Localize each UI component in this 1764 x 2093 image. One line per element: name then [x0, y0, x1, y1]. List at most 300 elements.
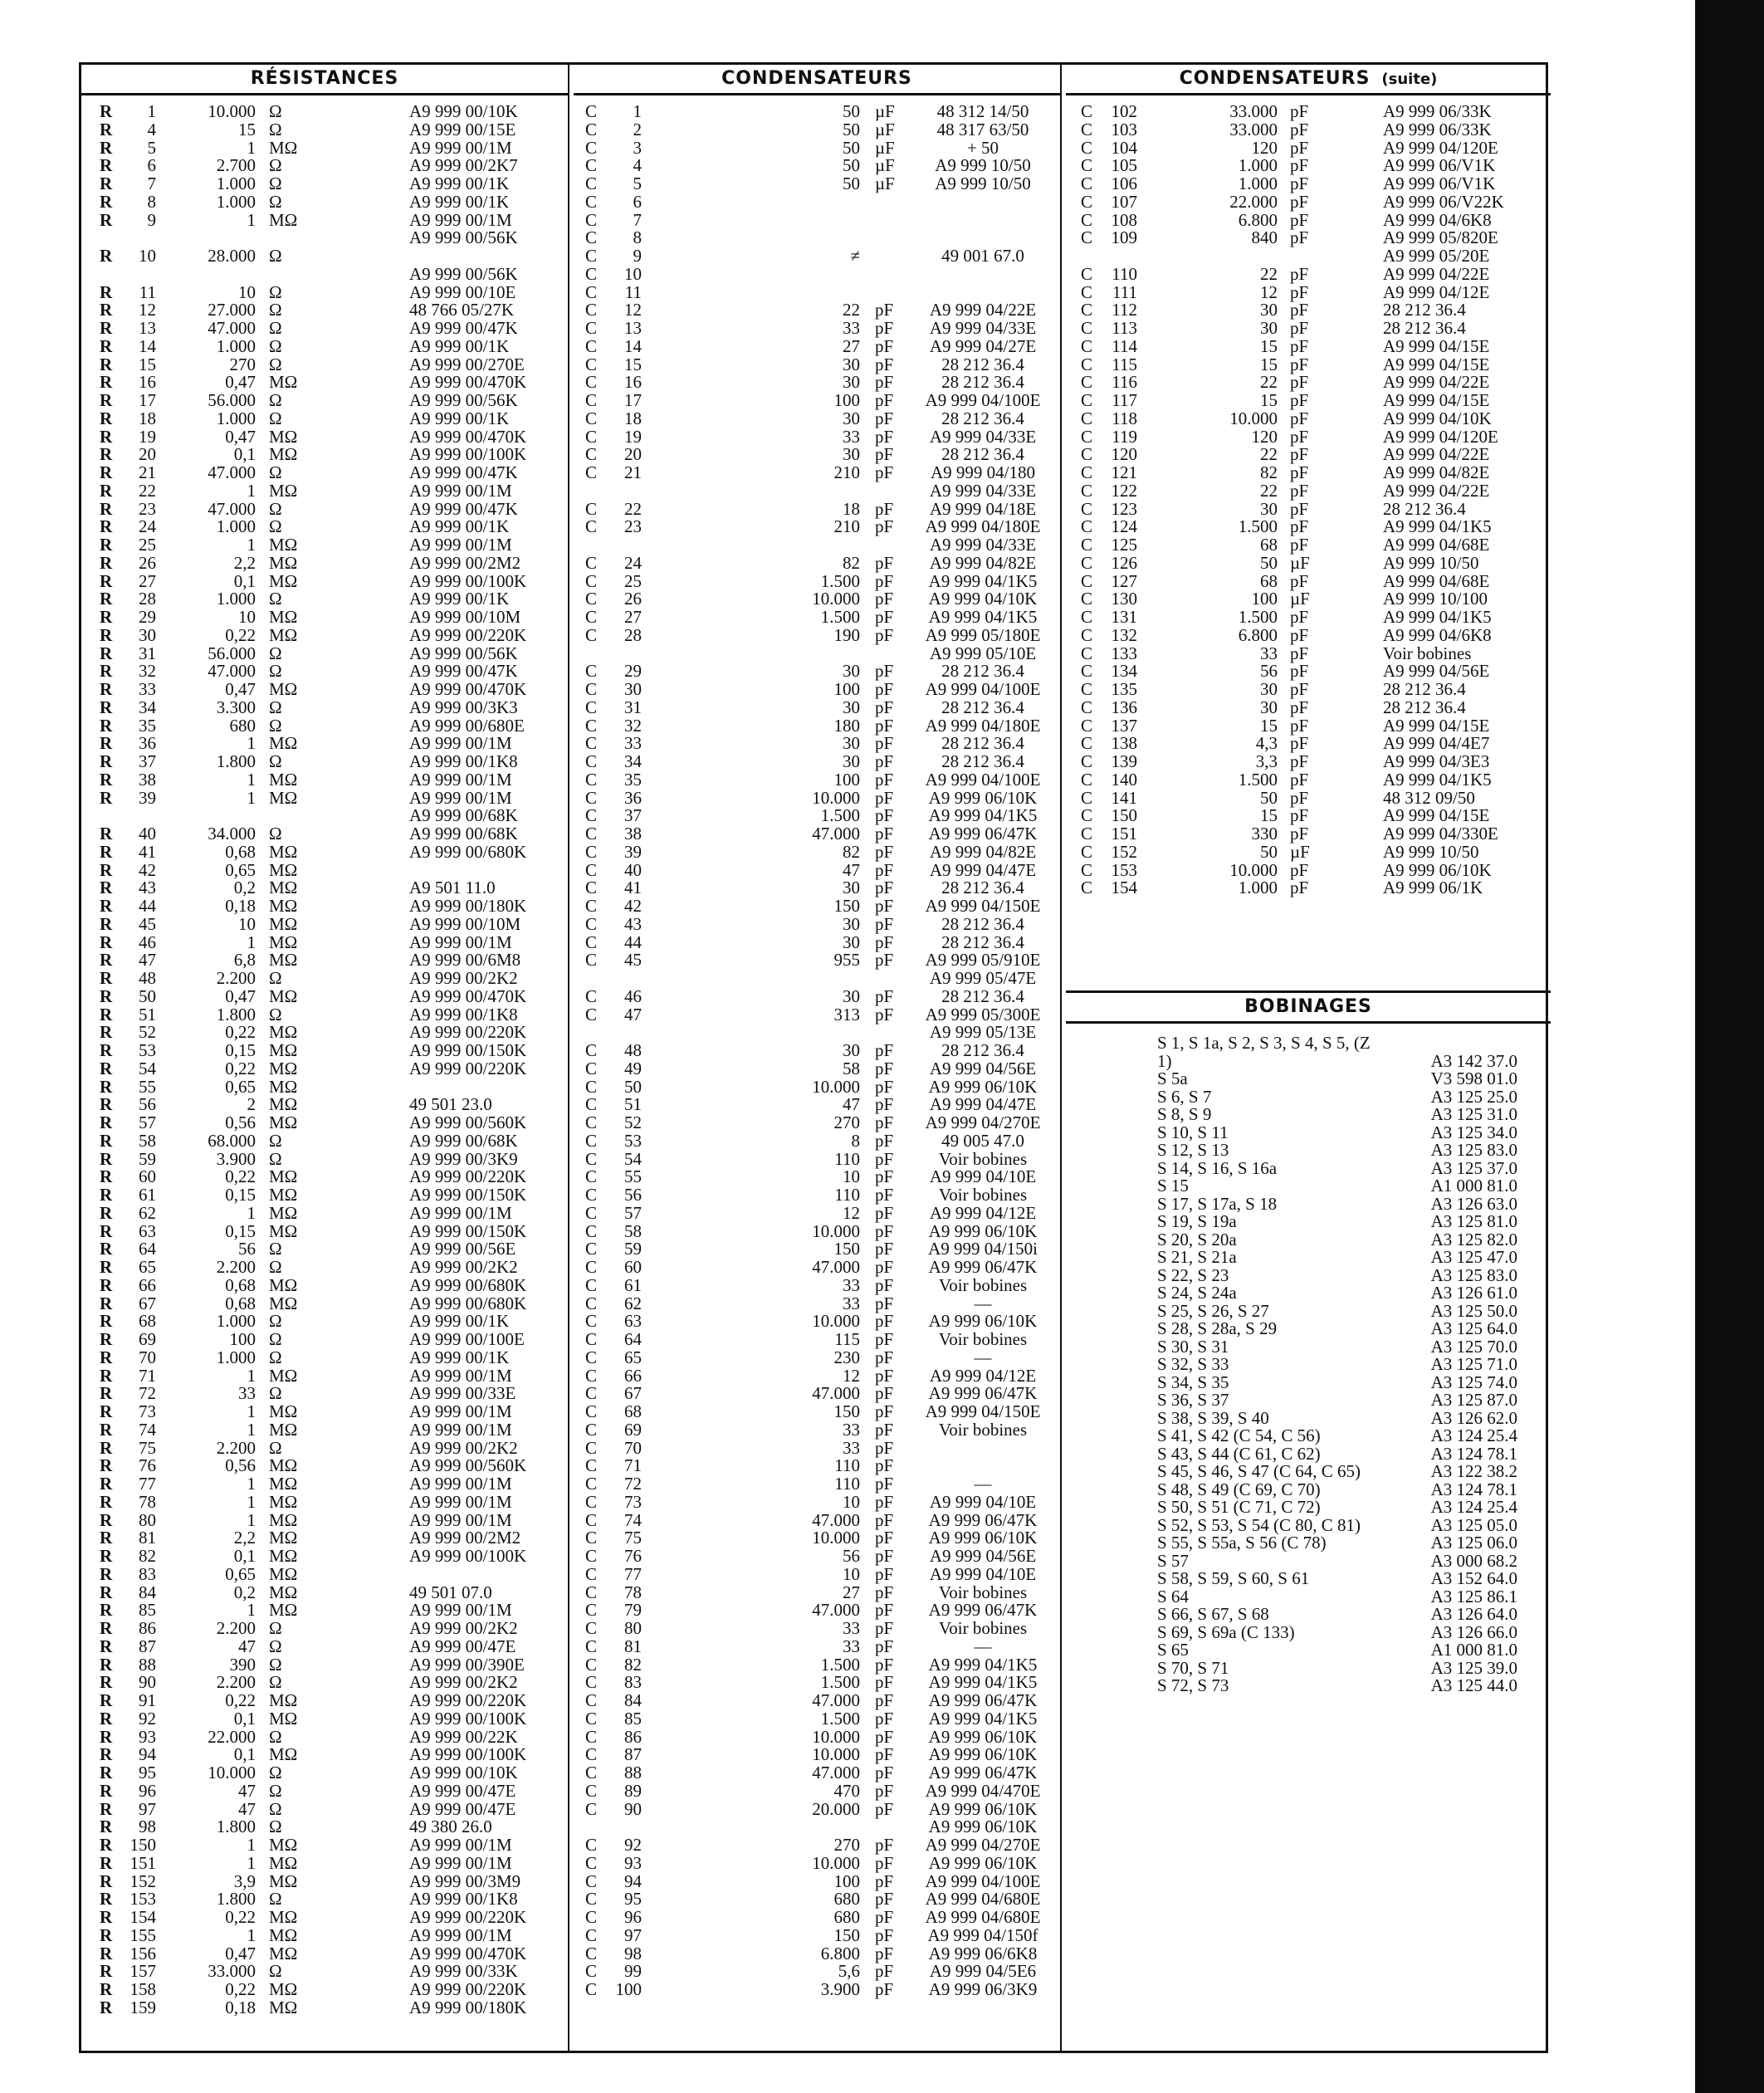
unit: MΩ — [269, 1455, 298, 1476]
condensateur-row — [574, 1782, 1060, 1801]
reference: A9 999 00/1M — [409, 1202, 512, 1223]
reference: A9 999 00/56E — [409, 1239, 516, 1259]
part-number: 8 — [147, 191, 156, 212]
condensateur-row — [574, 301, 1060, 320]
value: 100 — [833, 769, 860, 790]
value: 47.000 — [812, 1509, 860, 1530]
unit: pF — [875, 1618, 894, 1638]
reference: 49 380 26.0 — [409, 1817, 492, 1837]
unit: Ω — [269, 1780, 282, 1801]
part-number: 77 — [139, 1474, 156, 1494]
reference: A9 999 05/13E — [929, 1022, 1037, 1043]
unit: pF — [875, 1852, 894, 1873]
value: 50 — [843, 137, 860, 158]
unit: pF — [875, 1726, 894, 1747]
value: 10.000 — [812, 1726, 860, 1747]
reference: A9 999 00/2K2 — [409, 968, 518, 988]
resistance-row — [81, 1202, 568, 1223]
part-number: 25 — [139, 535, 156, 555]
reference: A9 999 06/V1K — [1383, 174, 1496, 193]
type-letter: C — [585, 1780, 598, 1801]
condensateur-row — [574, 498, 1060, 519]
part-number: 134 — [1111, 661, 1137, 682]
part-number: 115 — [1112, 354, 1137, 374]
type-letter: R — [100, 1563, 113, 1584]
part-number: 13 — [624, 318, 642, 338]
value: 1.500 — [820, 1672, 860, 1693]
reference: 28 212 36.4 — [1383, 697, 1466, 717]
type-letter: C — [585, 1401, 598, 1421]
unit: MΩ — [269, 1546, 298, 1566]
part-number: 65 — [624, 1347, 642, 1367]
type-letter: C — [585, 607, 598, 627]
value: 30 — [843, 408, 860, 428]
unit: MΩ — [269, 372, 298, 393]
resistance-row — [81, 590, 568, 609]
reference: A9 999 06/33K — [1383, 101, 1492, 121]
unit: pF — [875, 1419, 894, 1440]
value: 22 — [1260, 480, 1278, 501]
unit: MΩ — [269, 1202, 298, 1223]
type-letter: R — [100, 1943, 113, 1963]
value: 22 — [1260, 263, 1278, 284]
value: 10.000 — [812, 589, 860, 609]
type-letter: C — [585, 227, 598, 248]
unit: pF — [875, 1220, 894, 1241]
part-number: 5 — [633, 174, 642, 193]
reference: A9 999 00/10M — [409, 607, 521, 627]
type-letter: C — [1081, 841, 1093, 862]
unit: pF — [875, 607, 894, 627]
value: 0,22 — [225, 1166, 256, 1187]
reference: A9 999 00/220K — [409, 624, 527, 645]
reference: A9 999 04/180 — [931, 462, 1035, 482]
type-letter: C — [585, 1870, 598, 1891]
type-letter: R — [100, 570, 113, 591]
resistance-row — [81, 1529, 568, 1548]
unit: pF — [875, 408, 894, 428]
reference: A9 999 06/10K — [928, 1744, 1038, 1765]
reference: A9 999 00/2K2 — [409, 1257, 518, 1277]
value: 0,1 — [233, 1744, 256, 1765]
part-number: 44 — [624, 932, 642, 952]
part-number: 65 — [139, 1257, 156, 1277]
value: 50 — [1260, 787, 1278, 808]
resistance-row — [81, 1818, 568, 1836]
part-number: 33 — [624, 733, 642, 754]
reference: 28 212 36.4 — [941, 661, 1024, 682]
coil-items: S 1, S 1a, S 2, S 3, S 4, S 5, (Z 1) — [1157, 1033, 1371, 1071]
type-letter: C — [585, 354, 598, 374]
type-letter: R — [100, 896, 113, 916]
part-number: 31 — [624, 697, 642, 717]
coil-items: S 5a — [1157, 1069, 1188, 1088]
reference: A9 999 00/33E — [409, 1383, 516, 1404]
type-letter: R — [100, 1113, 113, 1132]
condensateur-suite-row — [1066, 717, 1551, 736]
part-number: 116 — [1112, 372, 1137, 393]
bobinage-row — [1066, 1193, 1551, 1214]
part-number: 63 — [139, 1220, 156, 1241]
type-letter: R — [100, 1148, 113, 1169]
type-letter: C — [1081, 787, 1093, 808]
part-number: 25 — [624, 570, 642, 591]
condensateur-suite-row — [1066, 645, 1551, 663]
value: 27 — [843, 1582, 860, 1602]
reference: A9 999 04/22E — [1383, 444, 1490, 465]
unit: MΩ — [269, 1491, 298, 1512]
value: 30 — [1260, 697, 1278, 717]
part-number: 27 — [624, 607, 642, 627]
coil-items: S 69, S 69a (C 133) — [1157, 1621, 1295, 1642]
part-number: 114 — [1112, 335, 1137, 356]
part-number: 94 — [139, 1744, 156, 1765]
type-letter: C — [1081, 462, 1093, 482]
resistance-row — [81, 1620, 568, 1638]
unit: MΩ — [269, 769, 298, 790]
value: 12 — [1260, 281, 1278, 302]
part-number: 112 — [1112, 300, 1137, 320]
resistances-header: RÉSISTANCES — [81, 65, 568, 95]
part-number: 62 — [139, 1202, 156, 1223]
reference: — — [974, 1636, 992, 1656]
reference: A9 999 00/6M8 — [409, 950, 521, 971]
condensateur-row — [574, 1437, 1060, 1458]
value: 0,15 — [225, 1040, 256, 1060]
reference: A9 999 00/1K — [409, 589, 510, 609]
part-number: 82 — [624, 1654, 642, 1675]
part-number: 109 — [1111, 227, 1137, 248]
type-letter: C — [585, 950, 598, 971]
coil-reference: A3 124 25.4 — [1430, 1425, 1517, 1445]
type-letter: C — [585, 1798, 598, 1819]
type-letter: C — [1081, 263, 1093, 284]
part-number: 68 — [624, 1401, 642, 1421]
value: 28.000 — [208, 246, 256, 266]
value: 2.200 — [216, 1672, 256, 1693]
condensateur-row — [574, 320, 1060, 338]
value: 12 — [843, 1365, 860, 1386]
condensateur-row — [574, 482, 1060, 501]
unit: Ω — [269, 1257, 282, 1277]
unit: pF — [1290, 444, 1309, 465]
value: 30 — [843, 372, 860, 393]
condensateur-row — [574, 1024, 1060, 1042]
reference: A9 999 04/47E — [929, 859, 1037, 880]
type-letter: C — [585, 733, 598, 754]
type-letter: R — [100, 643, 113, 663]
part-number: 40 — [139, 824, 156, 844]
type-letter: R — [100, 985, 113, 1006]
part-number: 17 — [624, 390, 642, 410]
condensateur-suite-row — [1066, 247, 1551, 266]
bobinage-row — [1066, 1300, 1551, 1321]
unit: MΩ — [269, 859, 298, 880]
part-number: 104 — [1111, 137, 1137, 158]
condensateur-suite-row — [1066, 356, 1551, 374]
part-number: 74 — [139, 1419, 156, 1440]
type-letter: R — [100, 968, 113, 988]
part-number: 50 — [624, 1076, 642, 1097]
value: 15 — [1260, 354, 1278, 374]
condensateur-row — [574, 335, 1060, 356]
coil-items: S 28, S 28a, S 29 — [1157, 1318, 1278, 1338]
resistance-row — [81, 1240, 568, 1259]
type-letter: R — [100, 697, 113, 717]
coil-reference: A3 124 78.1 — [1430, 1479, 1517, 1499]
reference: A9 999 04/22E — [1383, 372, 1490, 393]
unit: Ω — [269, 246, 282, 266]
value: 0,56 — [225, 1455, 256, 1476]
part-number: 28 — [624, 624, 642, 645]
type-letter: C — [585, 679, 598, 699]
unit: pF — [875, 1798, 894, 1819]
condensateur-suite-row — [1066, 464, 1551, 482]
type-letter: R — [100, 516, 113, 537]
coil-reference: A3 000 68.2 — [1430, 1550, 1517, 1571]
reference: A9 999 00/56K — [409, 227, 518, 248]
value: 0,22 — [225, 1690, 256, 1710]
value: 8 — [851, 1130, 860, 1151]
unit: MΩ — [269, 607, 298, 627]
type-letter: R — [100, 246, 113, 266]
unit: pF — [875, 372, 894, 393]
value: 120 — [1251, 137, 1278, 158]
unit: pF — [875, 1546, 894, 1566]
value: 6.800 — [1238, 624, 1278, 645]
value: 30 — [1260, 300, 1278, 320]
type-letter: C — [585, 715, 598, 736]
unit: MΩ — [269, 1979, 298, 1999]
resistance-row — [81, 1042, 568, 1060]
reference: A9 999 04/82E — [1383, 462, 1490, 482]
unit: pF — [875, 1474, 894, 1494]
unit: MΩ — [269, 878, 298, 898]
resistance-row — [81, 1421, 568, 1440]
resistance-row — [81, 1509, 568, 1530]
resistance-row — [81, 879, 568, 897]
value: 1 — [247, 1852, 256, 1873]
type-letter: C — [1081, 444, 1093, 465]
value: 1.500 — [820, 1654, 860, 1675]
unit: pF — [1290, 426, 1309, 447]
unit: MΩ — [269, 913, 298, 934]
unit: pF — [875, 1347, 894, 1367]
coil-reference: A3 125 70.0 — [1430, 1336, 1517, 1357]
reference: A9 999 00/1K — [409, 1347, 510, 1367]
unit: pF — [875, 1491, 894, 1512]
reference: A9 999 00/47K — [409, 462, 518, 482]
unit: pF — [875, 751, 894, 771]
part-number: 80 — [624, 1618, 642, 1638]
type-letter: C — [585, 1220, 598, 1241]
type-letter: C — [585, 1509, 598, 1530]
part-number: 43 — [139, 878, 156, 898]
value: 1 — [247, 1419, 256, 1440]
reference: A9 999 00/1M — [409, 1835, 512, 1855]
resistance-row — [81, 825, 568, 844]
type-letter: R — [100, 932, 113, 952]
reference: 49 005 47.0 — [941, 1130, 1024, 1151]
reference: A9 999 00/1M — [409, 1419, 512, 1440]
unit: pF — [875, 335, 894, 356]
part-number: 59 — [139, 1148, 156, 1169]
part-number: 83 — [624, 1672, 642, 1693]
reference: A9 999 00/1K8 — [409, 1889, 518, 1910]
value: 47.000 — [208, 462, 256, 482]
part-number: 52 — [624, 1113, 642, 1132]
condensateur-row — [574, 1186, 1060, 1205]
value: 33.000 — [1229, 101, 1278, 121]
reference: 28 212 36.4 — [941, 444, 1024, 465]
value: 33 — [843, 1636, 860, 1656]
unit: pF — [1290, 516, 1309, 537]
condensateur-row — [574, 1909, 1060, 1927]
part-number: 51 — [139, 1004, 156, 1024]
part-number: 60 — [139, 1166, 156, 1187]
type-letter: C — [585, 1419, 598, 1440]
resistance-row — [81, 1349, 568, 1367]
part-number: 16 — [139, 372, 156, 393]
unit: Ω — [269, 318, 282, 338]
type-letter: C — [585, 372, 598, 393]
reference: A9 999 04/680E — [925, 1907, 1041, 1927]
resistance-row — [81, 1060, 568, 1078]
type-letter: C — [1081, 335, 1093, 356]
part-number: 157 — [129, 1961, 156, 1982]
unit: MΩ — [269, 1220, 298, 1241]
reference: A9 999 00/680E — [409, 715, 525, 736]
part-number: 73 — [624, 1491, 642, 1512]
condensateur-row — [574, 552, 1060, 573]
part-number: 59 — [624, 1239, 642, 1259]
reference: A9 999 00/1K — [409, 174, 510, 193]
reference: A9 999 04/33E — [929, 535, 1037, 555]
value: 110 — [834, 1185, 860, 1205]
unit: MΩ — [269, 1835, 298, 1855]
reference: A9 999 00/68K — [409, 1130, 518, 1151]
value: 180 — [833, 715, 860, 736]
coil-items: S 66, S 67, S 68 — [1157, 1604, 1269, 1624]
condensateur-suite-row — [1066, 103, 1551, 121]
type-letter: C — [1081, 174, 1093, 193]
unit: pF — [875, 697, 894, 717]
unit: pF — [875, 1257, 894, 1277]
reference: A9 999 06/10K — [928, 1528, 1038, 1548]
value: 22 — [1260, 444, 1278, 465]
type-letter: R — [100, 1130, 113, 1151]
unit: MΩ — [269, 1924, 298, 1945]
value: 2.200 — [216, 1618, 256, 1638]
condensateur-suite-row — [1066, 787, 1551, 808]
value: 1.000 — [216, 191, 256, 212]
value: 47.000 — [812, 824, 860, 844]
value: 680 — [229, 715, 256, 736]
part-number: 71 — [139, 1365, 156, 1386]
part-number: 75 — [139, 1437, 156, 1458]
value: 33 — [843, 1419, 860, 1440]
condensateur-row — [574, 1746, 1060, 1764]
type-letter: R — [100, 1690, 113, 1710]
value: 22.000 — [208, 1726, 256, 1747]
coil-items: S 24, S 24a — [1157, 1283, 1237, 1303]
type-letter: C — [585, 1347, 598, 1367]
type-letter: C — [1081, 227, 1093, 248]
type-letter: C — [585, 1708, 598, 1729]
value: 313 — [833, 1004, 860, 1024]
unit: MΩ — [269, 1943, 298, 1963]
bobinage-row — [1066, 1213, 1551, 1231]
unit: pF — [875, 1563, 894, 1584]
value: 0,68 — [225, 841, 256, 862]
type-letter: R — [100, 607, 113, 627]
bobinage-row — [1066, 1657, 1551, 1678]
unit: pF — [875, 661, 894, 682]
reference: A9 999 06/10K — [928, 787, 1038, 808]
type-letter: R — [100, 624, 113, 645]
value: 10.000 — [812, 1852, 860, 1873]
part-number: 122 — [1111, 480, 1137, 501]
reference: A9 999 00/47E — [409, 1780, 516, 1801]
part-number: 48 — [139, 968, 156, 988]
reference: A9 999 00/470K — [409, 985, 527, 1006]
condensateur-row — [574, 1548, 1060, 1566]
type-letter: C — [585, 300, 598, 320]
resistance-row — [81, 1798, 568, 1819]
type-letter: C — [585, 281, 598, 302]
unit: Ω — [269, 1347, 282, 1367]
reference: A9 999 04/1K5 — [928, 805, 1038, 826]
bobinage-row — [1066, 1445, 1551, 1464]
type-letter: R — [100, 1509, 113, 1530]
unit: Ω — [269, 1618, 282, 1638]
bobinage-row — [1066, 1534, 1551, 1553]
part-number: 92 — [139, 1708, 156, 1729]
value: 100 — [833, 1870, 860, 1891]
coil-reference: A3 125 81.0 — [1430, 1211, 1517, 1231]
resistance-row — [81, 1437, 568, 1458]
coil-reference: A3 125 86.1 — [1430, 1586, 1517, 1606]
value: 1.500 — [1238, 769, 1278, 790]
condensateur-row — [574, 1259, 1060, 1277]
condensateur-suite-row — [1066, 609, 1551, 627]
type-letter: R — [100, 1600, 113, 1621]
type-letter: C — [1081, 191, 1093, 212]
condensateur-row — [574, 1114, 1060, 1132]
resistance-row — [81, 1006, 568, 1024]
unit: pF — [1290, 281, 1309, 302]
reference: A9 999 00/470K — [409, 679, 527, 699]
unit: pF — [875, 1979, 894, 1999]
condensateur-row — [574, 1006, 1060, 1024]
value: 115 — [834, 1329, 860, 1349]
value: 1 — [247, 480, 256, 501]
value: 10.000 — [812, 1076, 860, 1097]
coil-items: S 14, S 16, S 16a — [1157, 1157, 1278, 1178]
type-letter: R — [100, 1672, 113, 1693]
part-number: 132 — [1111, 624, 1137, 645]
reference: A9 999 06/1K — [1383, 878, 1483, 898]
reference: A9 999 06/47K — [928, 1763, 1038, 1782]
type-letter: R — [100, 408, 113, 428]
type-letter: C — [585, 1257, 598, 1277]
unit: pF — [1290, 408, 1309, 428]
unit: Ω — [269, 174, 282, 193]
reference: A9 501 11.0 — [409, 878, 496, 898]
value: 120 — [1251, 426, 1278, 447]
unit: pF — [875, 444, 894, 465]
value: 47 — [238, 1636, 256, 1656]
